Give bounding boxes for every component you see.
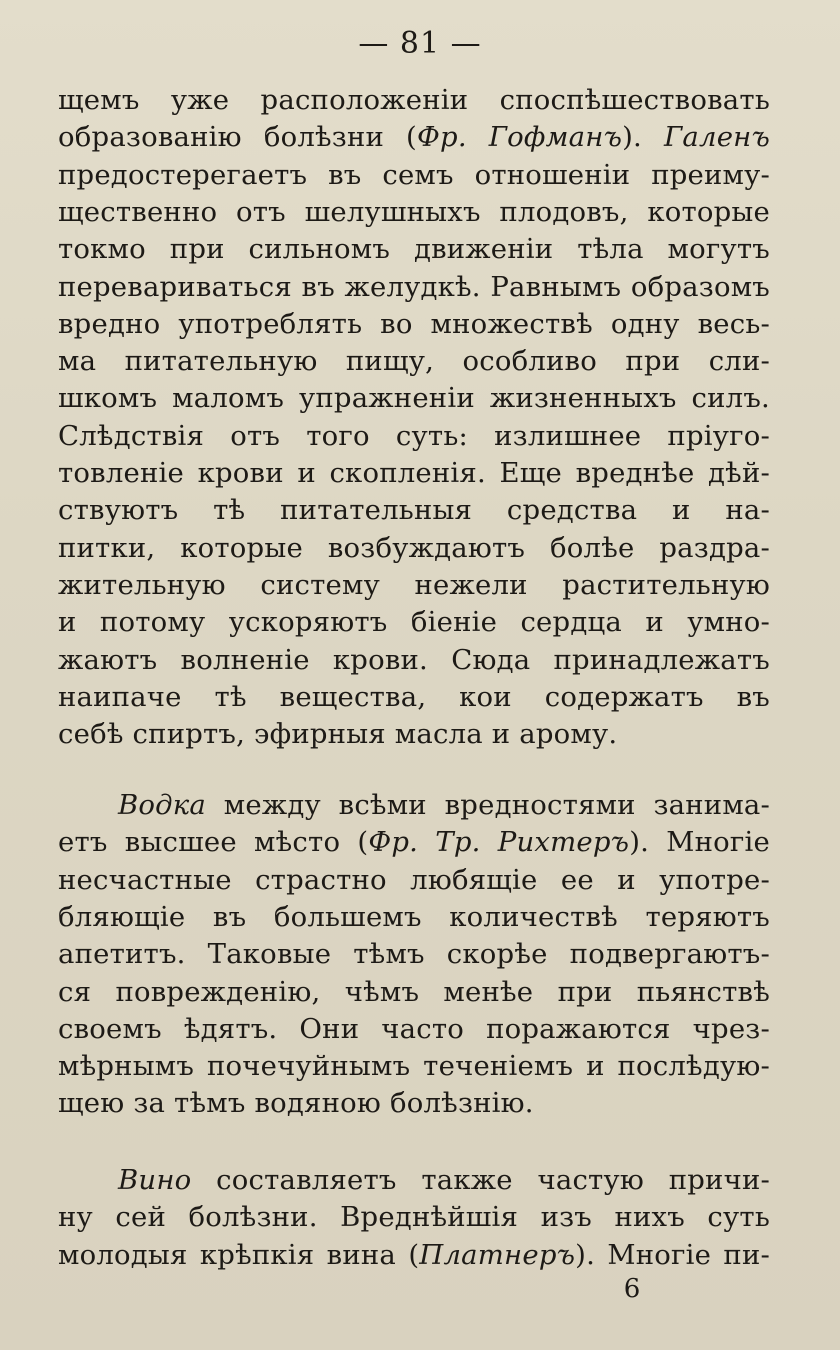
text-run: щею за тѣмъ водяною болѣзнію. xyxy=(58,1087,534,1120)
text-line xyxy=(58,602,770,642)
text-run: ну сей болѣзни. Вреднѣйшія изъ нихъ суть xyxy=(58,1201,770,1234)
text-run: Слѣдствія отъ того суть: излишнее пріуго- xyxy=(58,419,770,452)
text-run: и потому ускоряютъ біеніе сердца и умно- xyxy=(58,606,770,639)
text-line xyxy=(58,416,770,456)
text-line xyxy=(58,1009,770,1049)
text-run: своемъ ѣдятъ. Они часто поражаются чрез- xyxy=(58,1012,770,1045)
text-run: щественно отъ шелушныхъ плодовъ, которые xyxy=(58,195,770,228)
text-run: перевариваться въ желудкѣ. Равнымъ образомъ xyxy=(58,270,770,303)
text-line xyxy=(58,267,770,307)
italic-term: Вино xyxy=(118,1164,192,1196)
page-number: — 81 — xyxy=(358,26,482,61)
text-line xyxy=(58,528,770,568)
text-run: молодыя крѣпкія вина ( xyxy=(58,1238,420,1271)
text-line xyxy=(58,972,770,1012)
text-run: ). Многіе пи- xyxy=(575,1238,770,1271)
text-line xyxy=(58,934,770,974)
text-line xyxy=(58,714,770,754)
text-line xyxy=(58,490,770,530)
text-run: составляетъ также частую причи- xyxy=(191,1164,770,1196)
text-line xyxy=(58,155,770,195)
text-run: ма питательную пищу, особливо при сли- xyxy=(58,345,770,378)
text-line xyxy=(58,860,770,900)
text-line xyxy=(58,565,770,605)
text-line xyxy=(58,378,770,418)
text-run: етъ высшее мѣсто ( xyxy=(58,826,369,859)
text-run: между всѣми вредностями занима- xyxy=(206,789,770,821)
italic-term: Фр. Тр. Рихтеръ xyxy=(368,826,630,859)
text-run: мѣрнымъ почечуйнымъ теченіемъ и послѣдую- xyxy=(58,1050,770,1083)
text-line xyxy=(118,785,770,825)
text-run: несчастные страстно любящіе ее и употре- xyxy=(58,863,770,896)
text-run: ). xyxy=(622,121,664,154)
text-run: апетитъ. Таковые тѣмъ скорѣе подвергаютъ- xyxy=(58,938,770,971)
text-line xyxy=(58,192,770,232)
text-run: предостерегаетъ въ семъ отношеніи преиму- xyxy=(58,158,770,191)
text-run: жаютъ волненіе крови. Сюда принадлежатъ xyxy=(58,643,770,676)
italic-term: Галенъ xyxy=(663,121,771,154)
text-line xyxy=(118,1160,770,1200)
text-line xyxy=(58,1197,770,1237)
text-line xyxy=(58,1235,770,1275)
text-line xyxy=(58,117,770,157)
text-line xyxy=(58,229,770,269)
text-run: товленіе крови и скопленія. Еще вреднѣе дѣй- xyxy=(58,457,770,489)
text-line xyxy=(58,677,770,717)
text-line xyxy=(58,341,770,381)
text-line xyxy=(58,822,770,862)
text-run: токмо при сильномъ движеніи тѣла могутъ xyxy=(58,233,770,266)
text-run: шкомъ маломъ упражненіи жизненныхъ силъ. xyxy=(58,382,770,415)
text-line xyxy=(58,897,770,937)
text-line xyxy=(58,453,770,493)
text-run: ). Многіе xyxy=(629,826,770,859)
italic-term: Водка xyxy=(118,789,207,821)
text-run: образованію болѣзни ( xyxy=(58,121,417,154)
text-line xyxy=(58,80,770,120)
text-run: жительную систему нежели растительную xyxy=(58,568,770,601)
text-line xyxy=(58,640,770,680)
italic-term: Платнеръ xyxy=(419,1238,576,1271)
text-line xyxy=(58,304,770,344)
text-line xyxy=(58,1046,770,1086)
text-run: ствуютъ тѣ питательныя средства и на- xyxy=(58,494,770,527)
text-run: питки, которые возбуждаютъ болѣе раздра- xyxy=(58,531,770,564)
text-line xyxy=(58,1083,770,1123)
italic-term: Фр. Гофманъ xyxy=(416,121,623,154)
text-run: ся поврежденію, чѣмъ менѣе при пьянствѣ xyxy=(58,975,770,1008)
text-run: бляющіе въ большемъ количествѣ теряютъ xyxy=(58,900,770,933)
text-run: себѣ спиртъ, эфирныя масла и арому. xyxy=(58,718,618,751)
text-run: вредно употреблять во множествѣ одну весь- xyxy=(58,307,770,340)
signature-mark: 6 xyxy=(623,1274,641,1304)
text-run: щемъ уже расположеніи споспѣшествовать xyxy=(58,84,770,116)
text-run: наипаче тѣ вещества, кои содержатъ въ xyxy=(58,680,770,713)
